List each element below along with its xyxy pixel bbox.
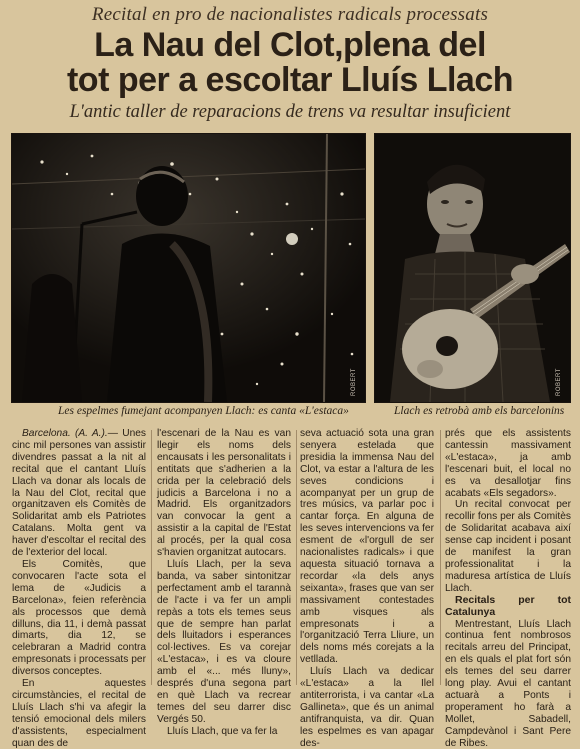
dateline: Barcelona. (A. A.). [22, 428, 108, 439]
photo-caption-right: Llach es retrobà amb els barcelonins [394, 405, 564, 417]
photo-caption-left: Les espelmes fumejant acompanyen Llach: es canta «L'estaca» [58, 405, 349, 417]
article-column-1 [12, 428, 146, 749]
column-1-paragraph-2: Els Comitès, que convocaren l'acte sota el lema de «Judicis a Barcelona», feien referència als processos que demà dilluns, dia 11, i demà passat dimarts, dia 12, se celebraran a Madrid contra empresonats i processats per diversos conceptes. [12, 559, 146, 678]
article-column-4 [445, 428, 571, 749]
photo-concert-stage [11, 133, 366, 403]
kicker: Recital en pro de nacionalistes radicals processats [0, 4, 580, 26]
column-3-paragraph-2: Lluís Llach va dedicar «L'estaca» a la Ilel antiterrorista, i va cantar «La Gallineta», que és un animal antifranquista, va dir. Quan les espelmes es van apagar des- [300, 666, 434, 749]
section-heading: Recitals per tot Catalunya [445, 595, 571, 619]
column-2-paragraph-3: Lluís Llach, que va fer la [157, 726, 291, 738]
article-column-3 [300, 428, 434, 749]
column-4-paragraph-2: Un recital convocat per recollir fons per als Comitès de Solidaritat acabava així sense cap incident i posant de manifest la gran professionalitat i la maduresa artística de Lluís Llach. [445, 499, 571, 594]
column-1-paragraph-3: En aquestes circumstàncies, el recital de Lluís Llach s'hi va afegir la tensió emocional dels milers d'assistents, especialment quan des de [12, 678, 146, 749]
column-divider [440, 430, 441, 685]
concert-stage-image [12, 134, 365, 402]
column-3-paragraph-1: seva actuació sota una gran senyera estelada que presidia la immensa Nau del Clot, va estar a l'altura de les seves condicions i acompanyat per un grup de tres músics, va parlar poc i cantar força. En alguna de les seves intervencions va fer esment de «l'orgull de ser nacionalistes radicals» i que aquesta situació tornava a recordar «la dels anys seixanta», frases que van ser massivament contestades amb visques als empresonats i a l'organització Terra Lliure, un dels noms més corejats a la vetllada. [300, 428, 434, 666]
column-1-paragraph-1: — Unes cinc mil persones van assistir divendres passat a la nit al recital que el cantant Lluís Llach va donar als locals de la Nau del Clot, recital que organitzaven els Comitès de Solidaritat amb els Patriotes Catalans. Molta gent va haver d'escoltar el recital des de l'exterior del local. [12, 428, 146, 558]
column-2-paragraph-1: l'escenari de la Nau es van llegir els noms dels encausats i les personalitats i entitats que s'adherien a la crida per la celebració dels judicis a Barcelona i no a Madrid. Els organitzadors van convocar la gent a assistir a la capital de l'Estat al procés, per la qual cosa s'havien organitzat autocars. [157, 428, 291, 559]
column-2-paragraph-2: Lluís Llach, per la seva banda, va saber sintonitzar perfectament amb el tarannà de l'acte i va fer un ampli repàs a tots els temes seus que de sempre han parlat dels lluitadors i esperances col·lectives. Es va corejar «L'estaca», i es va cloure amb el «... més lluny», després d'una segona part en què Llach va recrear temes del seu darrer disc Vergés 50. [157, 559, 291, 726]
subheadline: L'antic taller de reparacions de trens va resultar insuficient [0, 102, 580, 123]
headline [0, 28, 580, 98]
photo-credit-right: ROBERT [556, 368, 562, 396]
column-4-paragraph-3: Mentrestant, Lluís Llach continua fent nombrosos recitals arreu del Principat, en els quals el plat fort són els temes del seu darrer long play. Avui el cantant actuarà a Ponts i properament ho farà a Mollet, Sabadell, Campdevànol i Sant Pere de Ribes. [445, 619, 571, 749]
photo-singer-guitar [374, 133, 571, 403]
headline-line-2: tot per a escoltar Lluís Llach [0, 63, 580, 98]
headline-line-1: La Nau del Clot,plena del [0, 28, 580, 63]
singer-guitar-image [375, 134, 570, 402]
column-divider [296, 430, 297, 685]
article-column-2 [157, 428, 291, 738]
photo-credit-left: ROBERT [351, 368, 357, 396]
column-divider [151, 430, 152, 685]
column-4-paragraph-1: prés que els assistents cantessin massivament «L'estaca», ja amb l'escenari buit, el local no es va desallotjar fins acabats «Els segadors». [445, 428, 571, 499]
